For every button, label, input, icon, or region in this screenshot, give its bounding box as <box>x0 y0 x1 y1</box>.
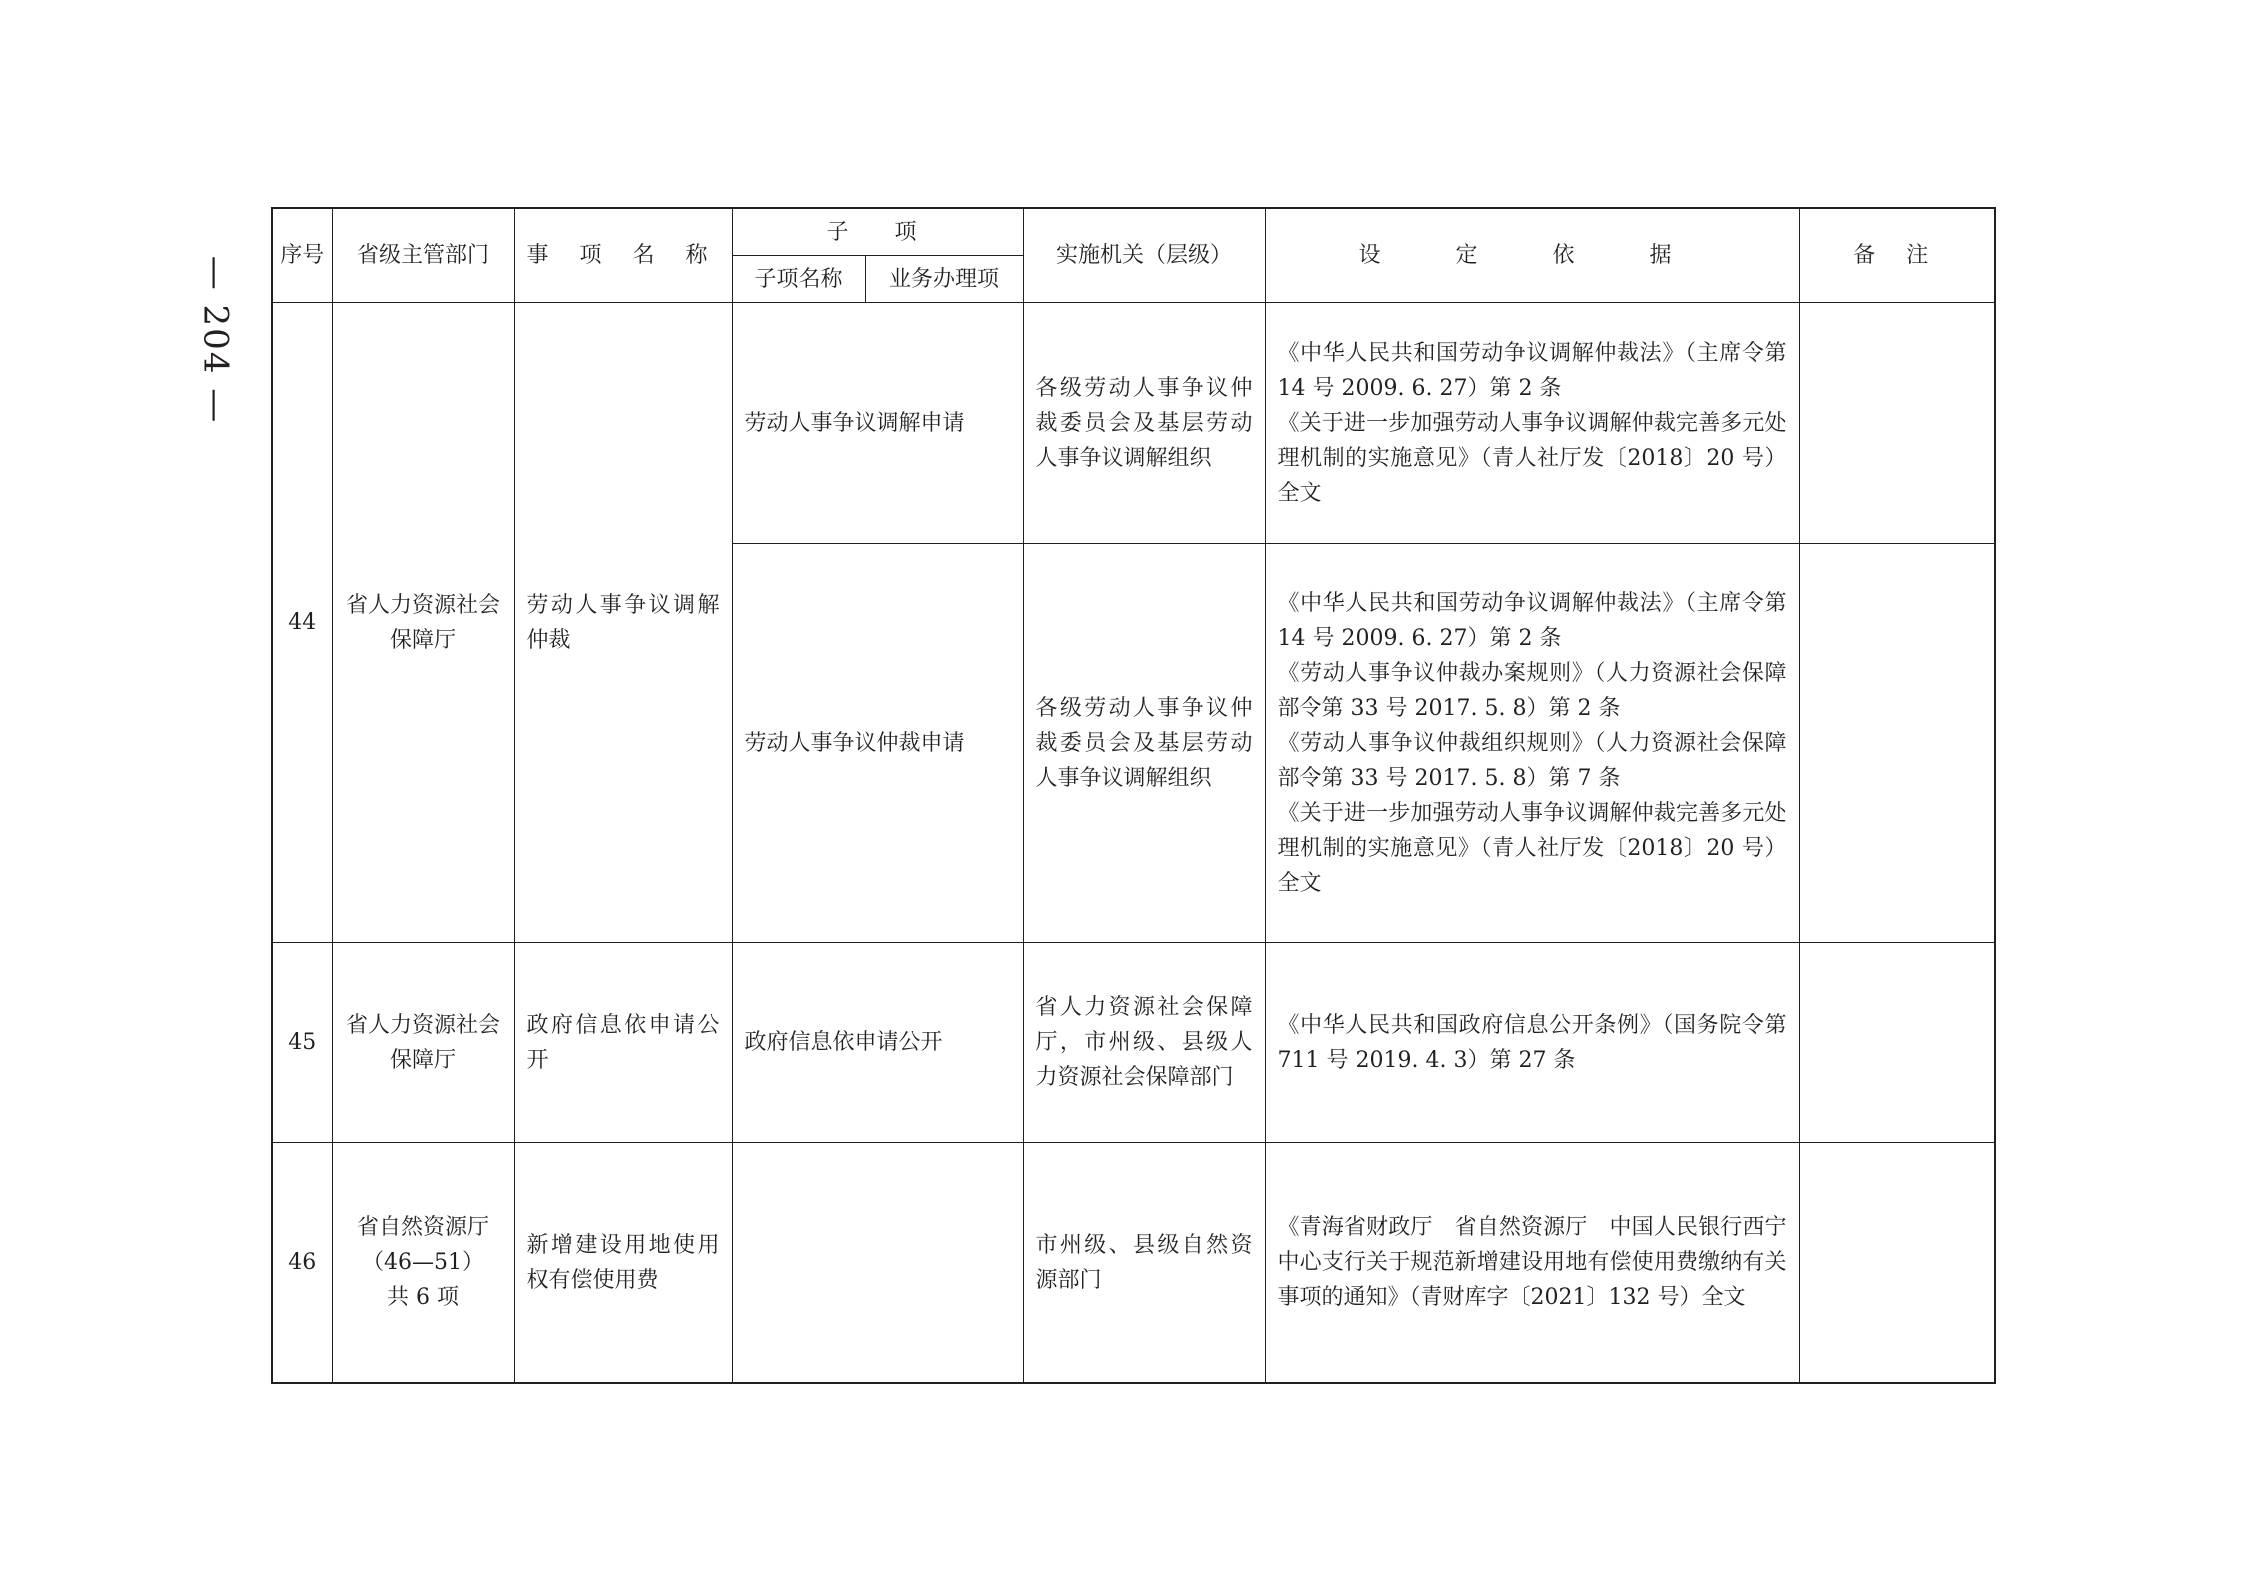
basis-line: 《中华人民共和国政府信息公开条例》（国务院令第 711 号 2019. 4. 3）第 27 条 <box>1277 1012 1787 1073</box>
table-row <box>272 943 1995 1143</box>
table-row <box>272 303 1995 544</box>
cell-seq: 46 <box>272 1143 332 1384</box>
cell-department: 省人力资源社会保障厅 <box>332 943 514 1143</box>
header-row <box>272 208 1995 256</box>
cell-basis <box>1265 303 1799 544</box>
page-number-text: — 204 — <box>195 255 236 425</box>
cell-department: 省人力资源社会保障厅 <box>332 303 514 943</box>
basis-line: 《关于进一步加强劳动人事争议调解仲裁完善多元处理机制的实施意见》（青人社厅发〔2018〕20 号）全文 <box>1277 410 1787 506</box>
header-sub-item: 子 项 <box>732 208 1023 256</box>
cell-sub-name <box>732 1143 1023 1384</box>
page-number <box>190 250 240 430</box>
header-agency: 实施机关（层级） <box>1023 208 1265 303</box>
basis-line: 《关于进一步加强劳动人事争议调解仲裁完善多元处理机制的实施意见》（青人社厅发〔2018〕20 号）全文 <box>1277 800 1787 896</box>
header-sub-name: 子项名称 <box>732 256 865 303</box>
cell-agency: 省人力资源社会保障厅，市州级、县级人力资源社会保障部门 <box>1023 943 1265 1143</box>
department-line: （46—51） <box>362 1250 484 1275</box>
cell-sub-name: 劳动人事争议仲裁申请 <box>732 544 1023 943</box>
cell-remark <box>1799 303 1995 544</box>
items-table <box>271 207 1996 1384</box>
header-item-name: 事 项 名 称 <box>514 208 732 303</box>
header-seq: 序号 <box>272 208 332 303</box>
header-business: 业务办理项 <box>865 256 1023 303</box>
department-line: 省自然资源厅 <box>356 1215 489 1240</box>
cell-sub-name: 劳动人事争议调解申请 <box>732 303 1023 544</box>
basis-line: 《中华人民共和国劳动争议调解仲裁法》（主席令第 14 号 2009. 6. 27）第 2 条 <box>1277 590 1787 651</box>
cell-seq: 45 <box>272 943 332 1143</box>
cell-item-name: 劳动人事争议调解仲裁 <box>514 303 732 943</box>
cell-basis <box>1265 943 1799 1143</box>
cell-remark <box>1799 1143 1995 1384</box>
header-basis: 设 定 依 据 <box>1265 208 1799 303</box>
cell-remark <box>1799 544 1995 943</box>
cell-agency: 各级劳动人事争议仲裁委员会及基层劳动人事争议调解组织 <box>1023 303 1265 544</box>
cell-basis <box>1265 1143 1799 1384</box>
header-department: 省级主管部门 <box>332 208 514 303</box>
cell-sub-name: 政府信息依申请公开 <box>732 943 1023 1143</box>
basis-line: 《劳动人事争议仲裁办案规则》（人力资源社会保障部令第 33 号 2017. 5. 8）第 2 条 <box>1277 660 1787 721</box>
header-remark: 备 注 <box>1799 208 1995 303</box>
cell-agency: 各级劳动人事争议仲裁委员会及基层劳动人事争议调解组织 <box>1023 544 1265 943</box>
table-row <box>272 1143 1995 1384</box>
cell-item-name: 政府信息依申请公开 <box>514 943 732 1143</box>
cell-basis <box>1265 544 1799 943</box>
basis-line: 《劳动人事争议仲裁组织规则》（人力资源社会保障部令第 33 号 2017. 5. 8）第 7 条 <box>1277 730 1787 791</box>
cell-seq: 44 <box>272 303 332 943</box>
cell-agency: 市州级、县级自然资源部门 <box>1023 1143 1265 1384</box>
basis-line: 《中华人民共和国劳动争议调解仲裁法》（主席令第 14 号 2009. 6. 27）第 2 条 <box>1277 340 1787 401</box>
basis-line: 《青海省财政厅 省自然资源厅 中国人民银行西宁中心支行关于规范新增建设用地有偿使用费缴纳有关事项的通知》（青财库字〔2021〕132 号）全文 <box>1277 1215 1787 1310</box>
cell-remark <box>1799 943 1995 1143</box>
department-line: 共 6 项 <box>387 1285 459 1310</box>
cell-item-name: 新增建设用地使用权有偿使用费 <box>514 1143 732 1384</box>
cell-department <box>332 1143 514 1384</box>
